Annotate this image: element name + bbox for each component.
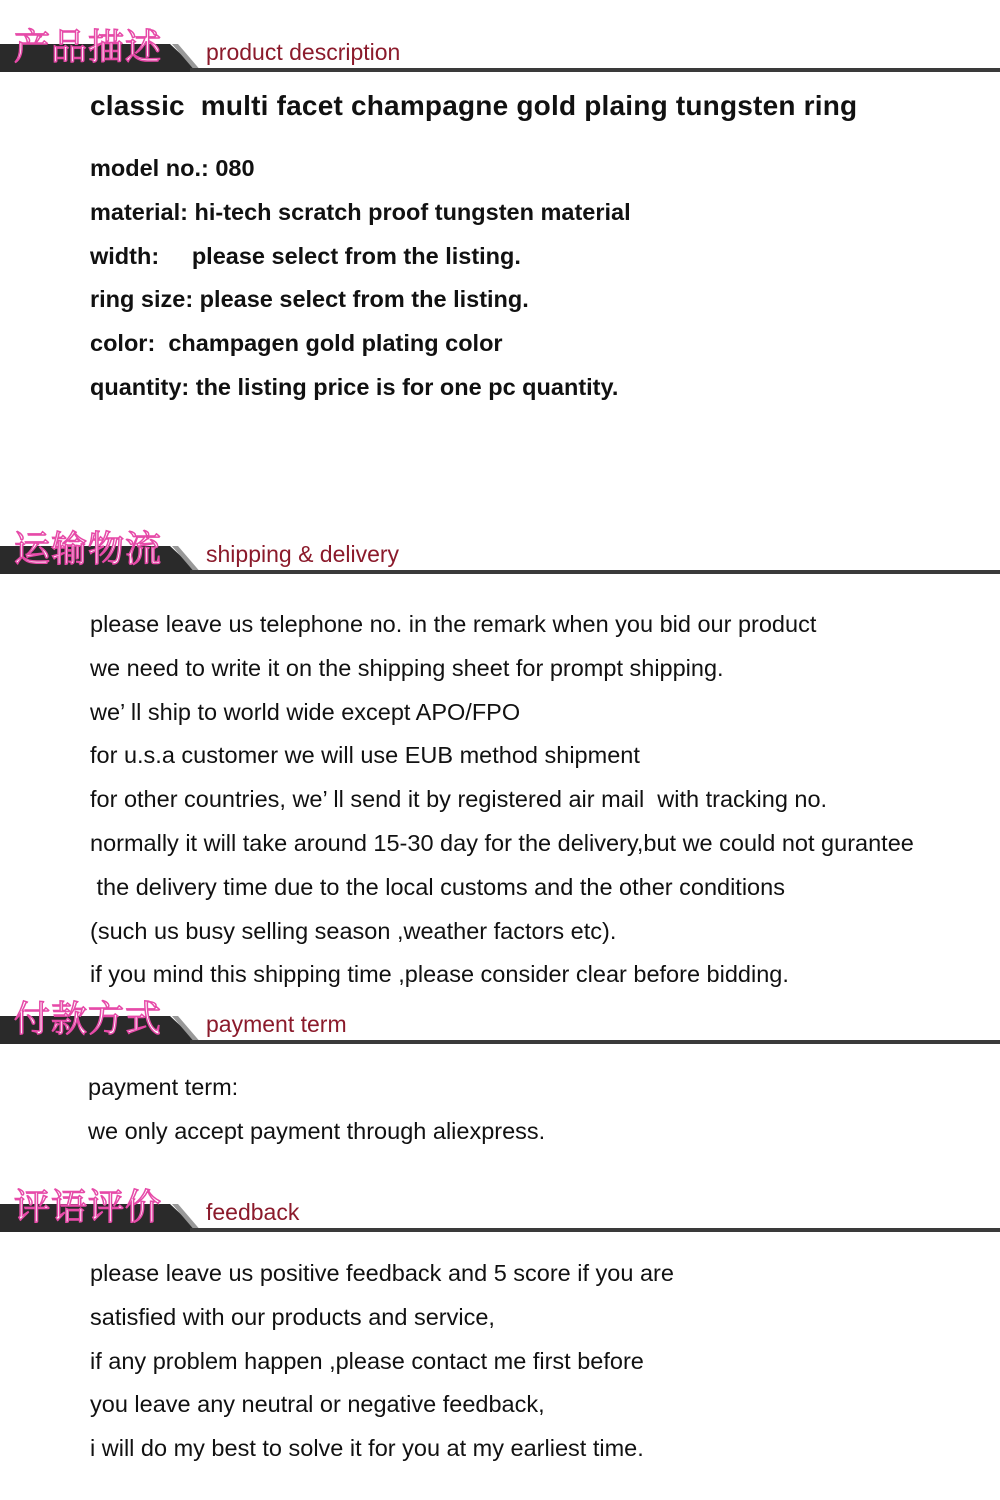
product-title-block: [90, 90, 990, 122]
feedback-line: satisfied with our products and service,: [90, 1303, 495, 1330]
section-title-en: payment term: [206, 1011, 347, 1037]
product-specs: [90, 147, 990, 410]
payment-text: [88, 1066, 988, 1154]
section-title-cn: 评语评价: [14, 1187, 163, 1228]
shipping-text: [90, 603, 990, 997]
header-rule: [190, 1040, 1000, 1044]
spec-width: width: please select from the listing.: [90, 242, 521, 269]
shipping-line: please leave us telephone no. in the remark when you bid our product: [90, 611, 817, 637]
section-title-en: shipping & delivery: [206, 541, 400, 567]
payment-line: payment term:: [88, 1074, 239, 1100]
header-rule: [190, 68, 1000, 72]
section-title-cn: 产品描述: [14, 27, 163, 68]
section-header-shipping: [0, 502, 1000, 574]
section-header-feedback: [0, 1160, 1000, 1232]
section-title-en: product description: [206, 39, 401, 65]
product-title: classic multi facet champagne gold plaing tungsten ring: [90, 90, 858, 121]
spec-material: material: hi-tech scratch proof tungsten material: [90, 198, 631, 225]
spec-ring-size: ring size: please select from the listing.: [90, 286, 529, 313]
shipping-line: for other countries, we’ ll send it by registered air mail with tracking no.: [90, 786, 828, 813]
feedback-line: i will do my best to solve it for you at my earliest time.: [90, 1435, 644, 1462]
section-title-cn: 付款方式: [14, 999, 163, 1040]
shipping-line: for u.s.a customer we will use EUB method shipment: [90, 742, 640, 769]
header-rule: [190, 1228, 1000, 1232]
spec-quantity: quantity: the listing price is for one pc quantity.: [90, 373, 619, 400]
feedback-line: if any problem happen ,please contact me first before: [90, 1347, 644, 1374]
shipping-line: we need to write it on the shipping sheet for prompt shipping.: [90, 654, 724, 681]
feedback-text: [90, 1252, 990, 1471]
payment-line: we only accept payment through aliexpress.: [88, 1117, 546, 1144]
shipping-line: we’ ll ship to world wide except APO/FPO: [90, 698, 521, 725]
spec-model: model no.: 080: [90, 155, 255, 181]
feedback-line: please leave us positive feedback and 5 score if you are: [90, 1260, 674, 1286]
feedback-line: you leave any neutral or negative feedback,: [90, 1391, 545, 1418]
spec-color: color: champagen gold plating color: [90, 330, 503, 357]
header-rule: [190, 570, 1000, 574]
shipping-line: normally it will take around 15-30 day for the delivery,but we could not gurantee: [90, 829, 914, 856]
shipping-line: (such us busy selling season ,weather factors etc).: [90, 917, 617, 944]
section-title-cn: 运输物流: [14, 529, 163, 570]
section-header-payment: [0, 972, 1000, 1044]
section-title-en: feedback: [206, 1199, 300, 1225]
shipping-line: if you mind this shipping time ,please consider clear before bidding.: [90, 961, 789, 988]
shipping-line: the delivery time due to the local customs and the other conditions: [90, 873, 785, 900]
section-header-product: [0, 0, 1000, 72]
